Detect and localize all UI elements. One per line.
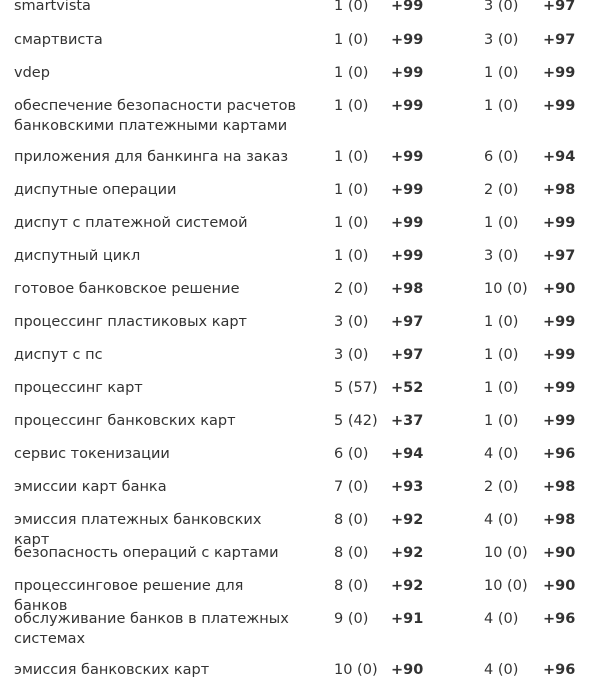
delta-cell-1: +99 — [391, 248, 424, 264]
table-row — [0, 656, 608, 689]
table-row — [0, 242, 608, 275]
position-cell-1: 10 (0) — [334, 662, 378, 678]
position-cell-2: 2 (0) — [484, 479, 519, 495]
keyword-cell: процессинг пластиковых карт — [14, 314, 248, 330]
position-cell-2: 1 (0) — [484, 413, 519, 429]
table-row — [0, 92, 608, 143]
delta-cell-2: +99 — [543, 65, 576, 81]
position-cell-1: 3 (0) — [334, 314, 369, 330]
delta-cell-1: +94 — [391, 446, 424, 462]
position-cell-2: 3 (0) — [484, 0, 519, 14]
keyword-cell: vdep — [14, 65, 50, 81]
delta-cell-1: +93 — [391, 479, 424, 495]
delta-cell-2: +97 — [543, 0, 576, 14]
table-row — [0, 176, 608, 209]
delta-cell-1: +99 — [391, 98, 424, 114]
position-cell-1: 1 (0) — [334, 65, 369, 81]
delta-cell-1: +99 — [391, 215, 424, 231]
delta-cell-2: +99 — [543, 413, 576, 429]
table-row — [0, 506, 608, 548]
table-row — [0, 572, 608, 614]
keyword-cell: smartvista — [14, 0, 91, 14]
position-cell-1: 9 (0) — [334, 611, 369, 627]
keyword-cell: приложения для банкинга на заказ — [14, 149, 289, 165]
delta-cell-1: +97 — [391, 314, 424, 330]
delta-cell-2: +94 — [543, 149, 576, 165]
position-cell-1: 1 (0) — [334, 248, 369, 264]
keyword-cell: диспутные операции — [14, 182, 177, 198]
table-row — [0, 605, 608, 656]
position-cell-2: 2 (0) — [484, 182, 519, 198]
position-cell-1: 1 (0) — [334, 98, 369, 114]
position-cell-2: 1 (0) — [484, 215, 519, 231]
table-row — [0, 341, 608, 374]
delta-cell-2: +99 — [543, 314, 576, 330]
delta-cell-2: +98 — [543, 182, 576, 198]
table-row — [0, 440, 608, 473]
position-cell-2: 10 (0) — [484, 281, 528, 297]
delta-cell-1: +99 — [391, 182, 424, 198]
position-cell-2: 3 (0) — [484, 32, 519, 48]
position-cell-2: 1 (0) — [484, 65, 519, 81]
delta-cell-1: +92 — [391, 545, 424, 561]
position-cell-1: 2 (0) — [334, 281, 369, 297]
position-cell-1: 8 (0) — [334, 512, 369, 528]
delta-cell-1: +52 — [391, 380, 424, 396]
keyword-cell: процессинг банковских карт — [14, 413, 236, 429]
position-cell-2: 1 (0) — [484, 314, 519, 330]
delta-cell-1: +97 — [391, 347, 424, 363]
position-cell-2: 10 (0) — [484, 545, 528, 561]
table-row — [0, 308, 608, 341]
position-cell-2: 10 (0) — [484, 578, 528, 594]
position-cell-2: 6 (0) — [484, 149, 519, 165]
keyword-cell: процессинговое решение для банков — [14, 578, 244, 614]
keyword-cell: диспут с пс — [14, 347, 103, 363]
delta-cell-2: +96 — [543, 611, 576, 627]
table-row — [0, 275, 608, 308]
table-row — [0, 59, 608, 92]
delta-cell-1: +99 — [391, 0, 424, 14]
keyword-cell: обслуживание банков в платежных системах — [14, 611, 289, 647]
position-cell-1: 6 (0) — [334, 446, 369, 462]
delta-cell-1: +92 — [391, 578, 424, 594]
keyword-cell: процессинг карт — [14, 380, 143, 396]
delta-cell-1: +99 — [391, 149, 424, 165]
keyword-cell: диспутный цикл — [14, 248, 141, 264]
delta-cell-1: +92 — [391, 512, 424, 528]
table-row — [0, 209, 608, 242]
keyword-cell: безопасность операций с картами — [14, 545, 279, 561]
keyword-cell: эмиссия платежных банковских карт — [14, 512, 262, 548]
position-cell-1: 1 (0) — [334, 149, 369, 165]
keyword-cell: готовое банковское решение — [14, 281, 240, 297]
delta-cell-2: +90 — [543, 281, 576, 297]
position-cell-2: 4 (0) — [484, 446, 519, 462]
position-cell-2: 1 (0) — [484, 380, 519, 396]
delta-cell-1: +98 — [391, 281, 424, 297]
table-row — [0, 26, 608, 59]
delta-cell-2: +99 — [543, 98, 576, 114]
position-cell-2: 4 (0) — [484, 662, 519, 678]
delta-cell-1: +91 — [391, 611, 424, 627]
table-row — [0, 407, 608, 440]
table-row — [0, 374, 608, 407]
table-row — [0, 0, 608, 26]
keyword-cell: эмиссия банковских карт — [14, 662, 210, 678]
position-cell-2: 1 (0) — [484, 347, 519, 363]
table-row — [0, 539, 608, 572]
keyword-cell: обеспечение безопасности расчетов банковскими платежными картами — [14, 98, 297, 134]
delta-cell-2: +96 — [543, 446, 576, 462]
delta-cell-1: +37 — [391, 413, 424, 429]
keyword-cell: смартвиста — [14, 32, 103, 48]
delta-cell-2: +97 — [543, 248, 576, 264]
delta-cell-1: +99 — [391, 32, 424, 48]
position-cell-1: 1 (0) — [334, 182, 369, 198]
position-cell-2: 4 (0) — [484, 611, 519, 627]
keyword-cell: эмиссии карт банка — [14, 479, 167, 495]
delta-cell-1: +90 — [391, 662, 424, 678]
position-cell-1: 1 (0) — [334, 215, 369, 231]
position-cell-1: 1 (0) — [334, 0, 369, 14]
delta-cell-2: +90 — [543, 545, 576, 561]
position-cell-1: 3 (0) — [334, 347, 369, 363]
delta-cell-1: +99 — [391, 65, 424, 81]
position-cell-1: 5 (42) — [334, 413, 378, 429]
position-cell-2: 1 (0) — [484, 98, 519, 114]
table-row — [0, 473, 608, 506]
position-cell-1: 5 (57) — [334, 380, 378, 396]
position-cell-2: 4 (0) — [484, 512, 519, 528]
keyword-cell: сервис токенизации — [14, 446, 170, 462]
position-cell-1: 8 (0) — [334, 545, 369, 561]
position-cell-1: 8 (0) — [334, 578, 369, 594]
delta-cell-2: +98 — [543, 479, 576, 495]
keyword-cell: диспут с платежной системой — [14, 215, 248, 231]
delta-cell-2: +99 — [543, 215, 576, 231]
delta-cell-2: +96 — [543, 662, 576, 678]
delta-cell-2: +99 — [543, 380, 576, 396]
position-cell-1: 7 (0) — [334, 479, 369, 495]
delta-cell-2: +99 — [543, 347, 576, 363]
position-cell-1: 1 (0) — [334, 32, 369, 48]
table-row — [0, 143, 608, 176]
delta-cell-2: +90 — [543, 578, 576, 594]
position-cell-2: 3 (0) — [484, 248, 519, 264]
delta-cell-2: +98 — [543, 512, 576, 528]
delta-cell-2: +97 — [543, 32, 576, 48]
